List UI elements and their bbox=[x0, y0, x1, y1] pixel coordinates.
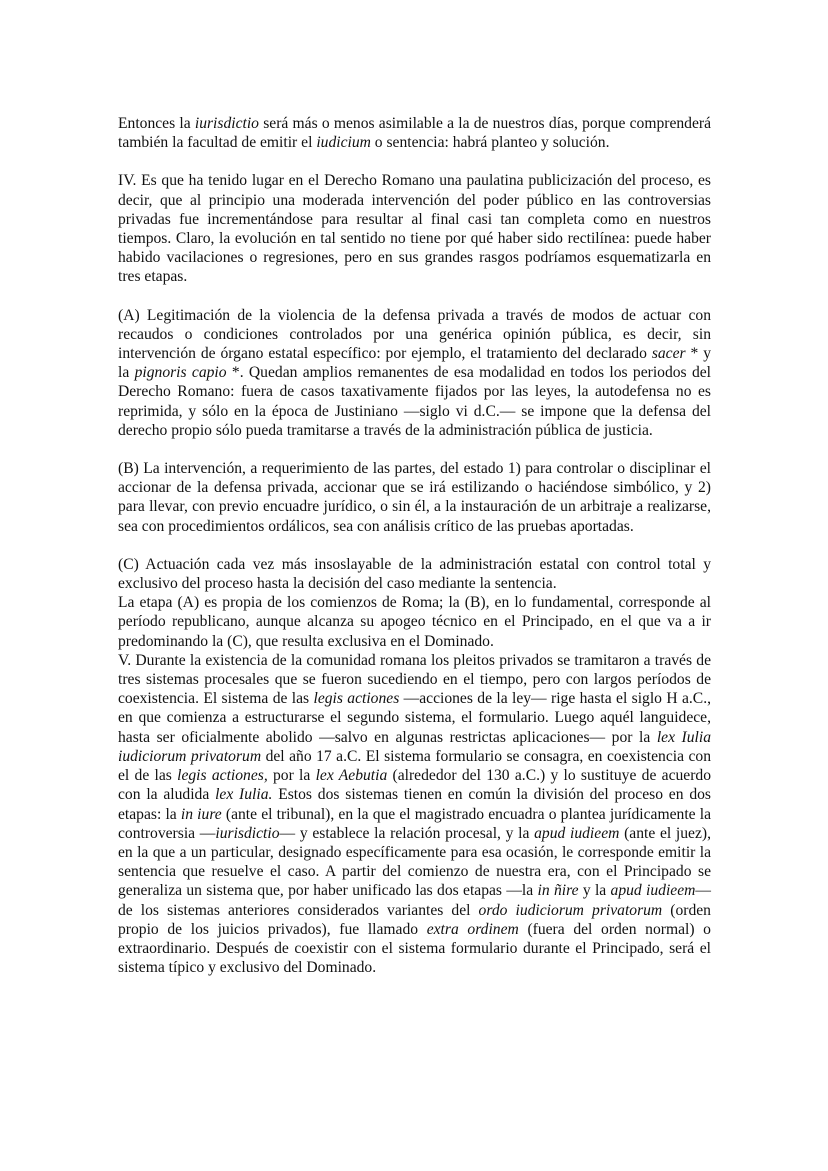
text-run: — y establece la relación procesal, y la bbox=[279, 824, 535, 842]
text-run: será más o menos asimilable a la de nuestros días, porque comprenderá también la facultad de emitir el bbox=[118, 115, 711, 152]
text-run: — de los sistemas anteriores considerados variantes del bbox=[118, 882, 711, 919]
italic-text: ordo iudiciorum privatorum bbox=[478, 901, 663, 919]
italic-text: in iure bbox=[180, 805, 222, 823]
italic-text: in ñire bbox=[537, 882, 579, 900]
italic-text: extra ordinem bbox=[426, 920, 519, 938]
text-run: (ante el juez), en la que a un particular, designado específicamente para esa ocasión, le corresponde emitir la sentencia que resuelve el caso. A partir del comienzo de nuestra era, con el Principado se generaliza un sistema que, por haber unificado las dos etapas —la bbox=[118, 824, 711, 900]
italic-text: lex Iulia. bbox=[215, 786, 273, 804]
italic-text: legis actiones, bbox=[177, 767, 268, 785]
text-run: (ante el tribunal), en la que el magistrado encuadra o plantea jurídicamente la controversia — bbox=[118, 805, 711, 842]
text-run: * y la bbox=[118, 345, 711, 382]
text-run: (orden propio de los juicios privados), fue llamado bbox=[118, 901, 711, 938]
text-run: (alrededor del 130 a.C.) y lo sustituye de acuerdo con la aludida bbox=[118, 767, 711, 804]
italic-text: legis actiones bbox=[313, 690, 400, 708]
paragraph bbox=[118, 555, 711, 593]
text-run: *. Quedan amplios remanentes de esa modalidad en todos los periodos del Derecho Romano: fuera de casos taxativamente fijados por las leyes, la autodefensa no es reprimida, y sólo en la época de Justiniano —siglo vi d.C.— se impone que la defensa del derecho propio sólo pueda tramitarse a través de la administración pública de justicia. bbox=[118, 364, 711, 439]
text-run: IV. Es que ha tenido lugar en el Derecho Romano una paulatina publicización del proceso, es decir, que al principio una moderada intervención del poder público en las controversias privadas fue incrementándose para resultar al final casi tan completa como en nuestros tiempos. Claro, la evolución en tal sentido no tiene por qué haber sido rectilínea: puede haber habido vacilaciones o regresiones, pero en sus grandes rasgos podríamos esquematizarla en tres etapas. bbox=[118, 172, 711, 286]
text-run: Entonces la bbox=[118, 115, 195, 132]
italic-text: sacer bbox=[651, 345, 686, 363]
text-run: (B) La intervención, a requerimiento de las partes, del estado 1) para controlar o disciplinar el accionar de la defensa privada, accionar que se irá estilizando o haciéndose simbólico, y 2) para llevar, con previo encuadre jurídico, o sin él, a la instauración de un arbitraje a realizarse, sea con procedimientos ordálicos, sea con análisis crítico de las pruebas aportadas. bbox=[118, 460, 711, 535]
text-run: del año 17 a.C. El sistema formulario se consagra, en coexistencia con el de las bbox=[118, 747, 711, 785]
italic-text: iudicium bbox=[316, 134, 371, 152]
italic-text: lex Aebutia bbox=[315, 767, 388, 785]
paragraph bbox=[118, 306, 711, 440]
text-run: La etapa (A) es propia de los comienzos de Roma; la (B), en lo fundamental, corresponde al período republicano, aunque alcanza su apogeo técnico en el Principado, en el que va a ir predominando la (C), que resulta exclusiva en el Dominado. bbox=[118, 594, 711, 650]
text-run: y la bbox=[578, 882, 611, 900]
italic-text: apud iudieem bbox=[610, 882, 696, 900]
paragraph bbox=[118, 651, 711, 977]
text-run: (A) Legitimación de la violencia de la defensa privada a través de modos de actuar con recaudos o condiciones controlados por una genérica opinión pública, es decir, sin intervención de órgano estatal específico: por ejemplo, el tratamiento del declarado bbox=[118, 306, 711, 363]
paragraph bbox=[118, 459, 711, 536]
italic-text: iurisdictio bbox=[215, 824, 280, 842]
text-run: (C) Actuación cada vez más insoslayable de la administración estatal con control total y exclusivo del proceso hasta la decisión del caso mediante la sentencia. bbox=[118, 555, 711, 593]
document-page bbox=[118, 114, 711, 977]
text-run: o sentencia: habrá planteo y solución. bbox=[370, 134, 610, 152]
italic-text: apud iudieem bbox=[534, 824, 620, 842]
text-run: Estos dos sistemas tienen en común la división del proceso en dos etapas: la bbox=[118, 786, 711, 823]
text-run: V. Durante la existencia de la comunidad romana los pleitos privados se tramitaron a través de tres sistemas procesales que se fueron sucediendo en el tiempo, pero con largos períodos de coexistencia. El sistema de las bbox=[118, 651, 711, 708]
paragraph bbox=[118, 593, 711, 651]
paragraph bbox=[118, 114, 711, 152]
italic-text: pignoris capio bbox=[134, 364, 227, 382]
italic-text: iurisdictio bbox=[194, 115, 259, 132]
text-run: —acciones de la ley— rige hasta el siglo H a.C., en que comienza a estructurarse el segundo sistema, el formulario. Luego aquél languidece, hasta ser oficialmente abolido —salvo en algunas restrictas aplicaciones— por la bbox=[118, 690, 711, 746]
text-run: por la bbox=[267, 767, 316, 785]
italic-text: lex Iulia iudiciorum privatorum bbox=[118, 728, 712, 765]
text-run: (fuera del orden normal) o extraordinario. Después de coexistir con el sistema formulario durante el Principado, será el sistema típico y exclusivo del Dominado. bbox=[118, 920, 711, 977]
paragraph bbox=[118, 171, 711, 286]
